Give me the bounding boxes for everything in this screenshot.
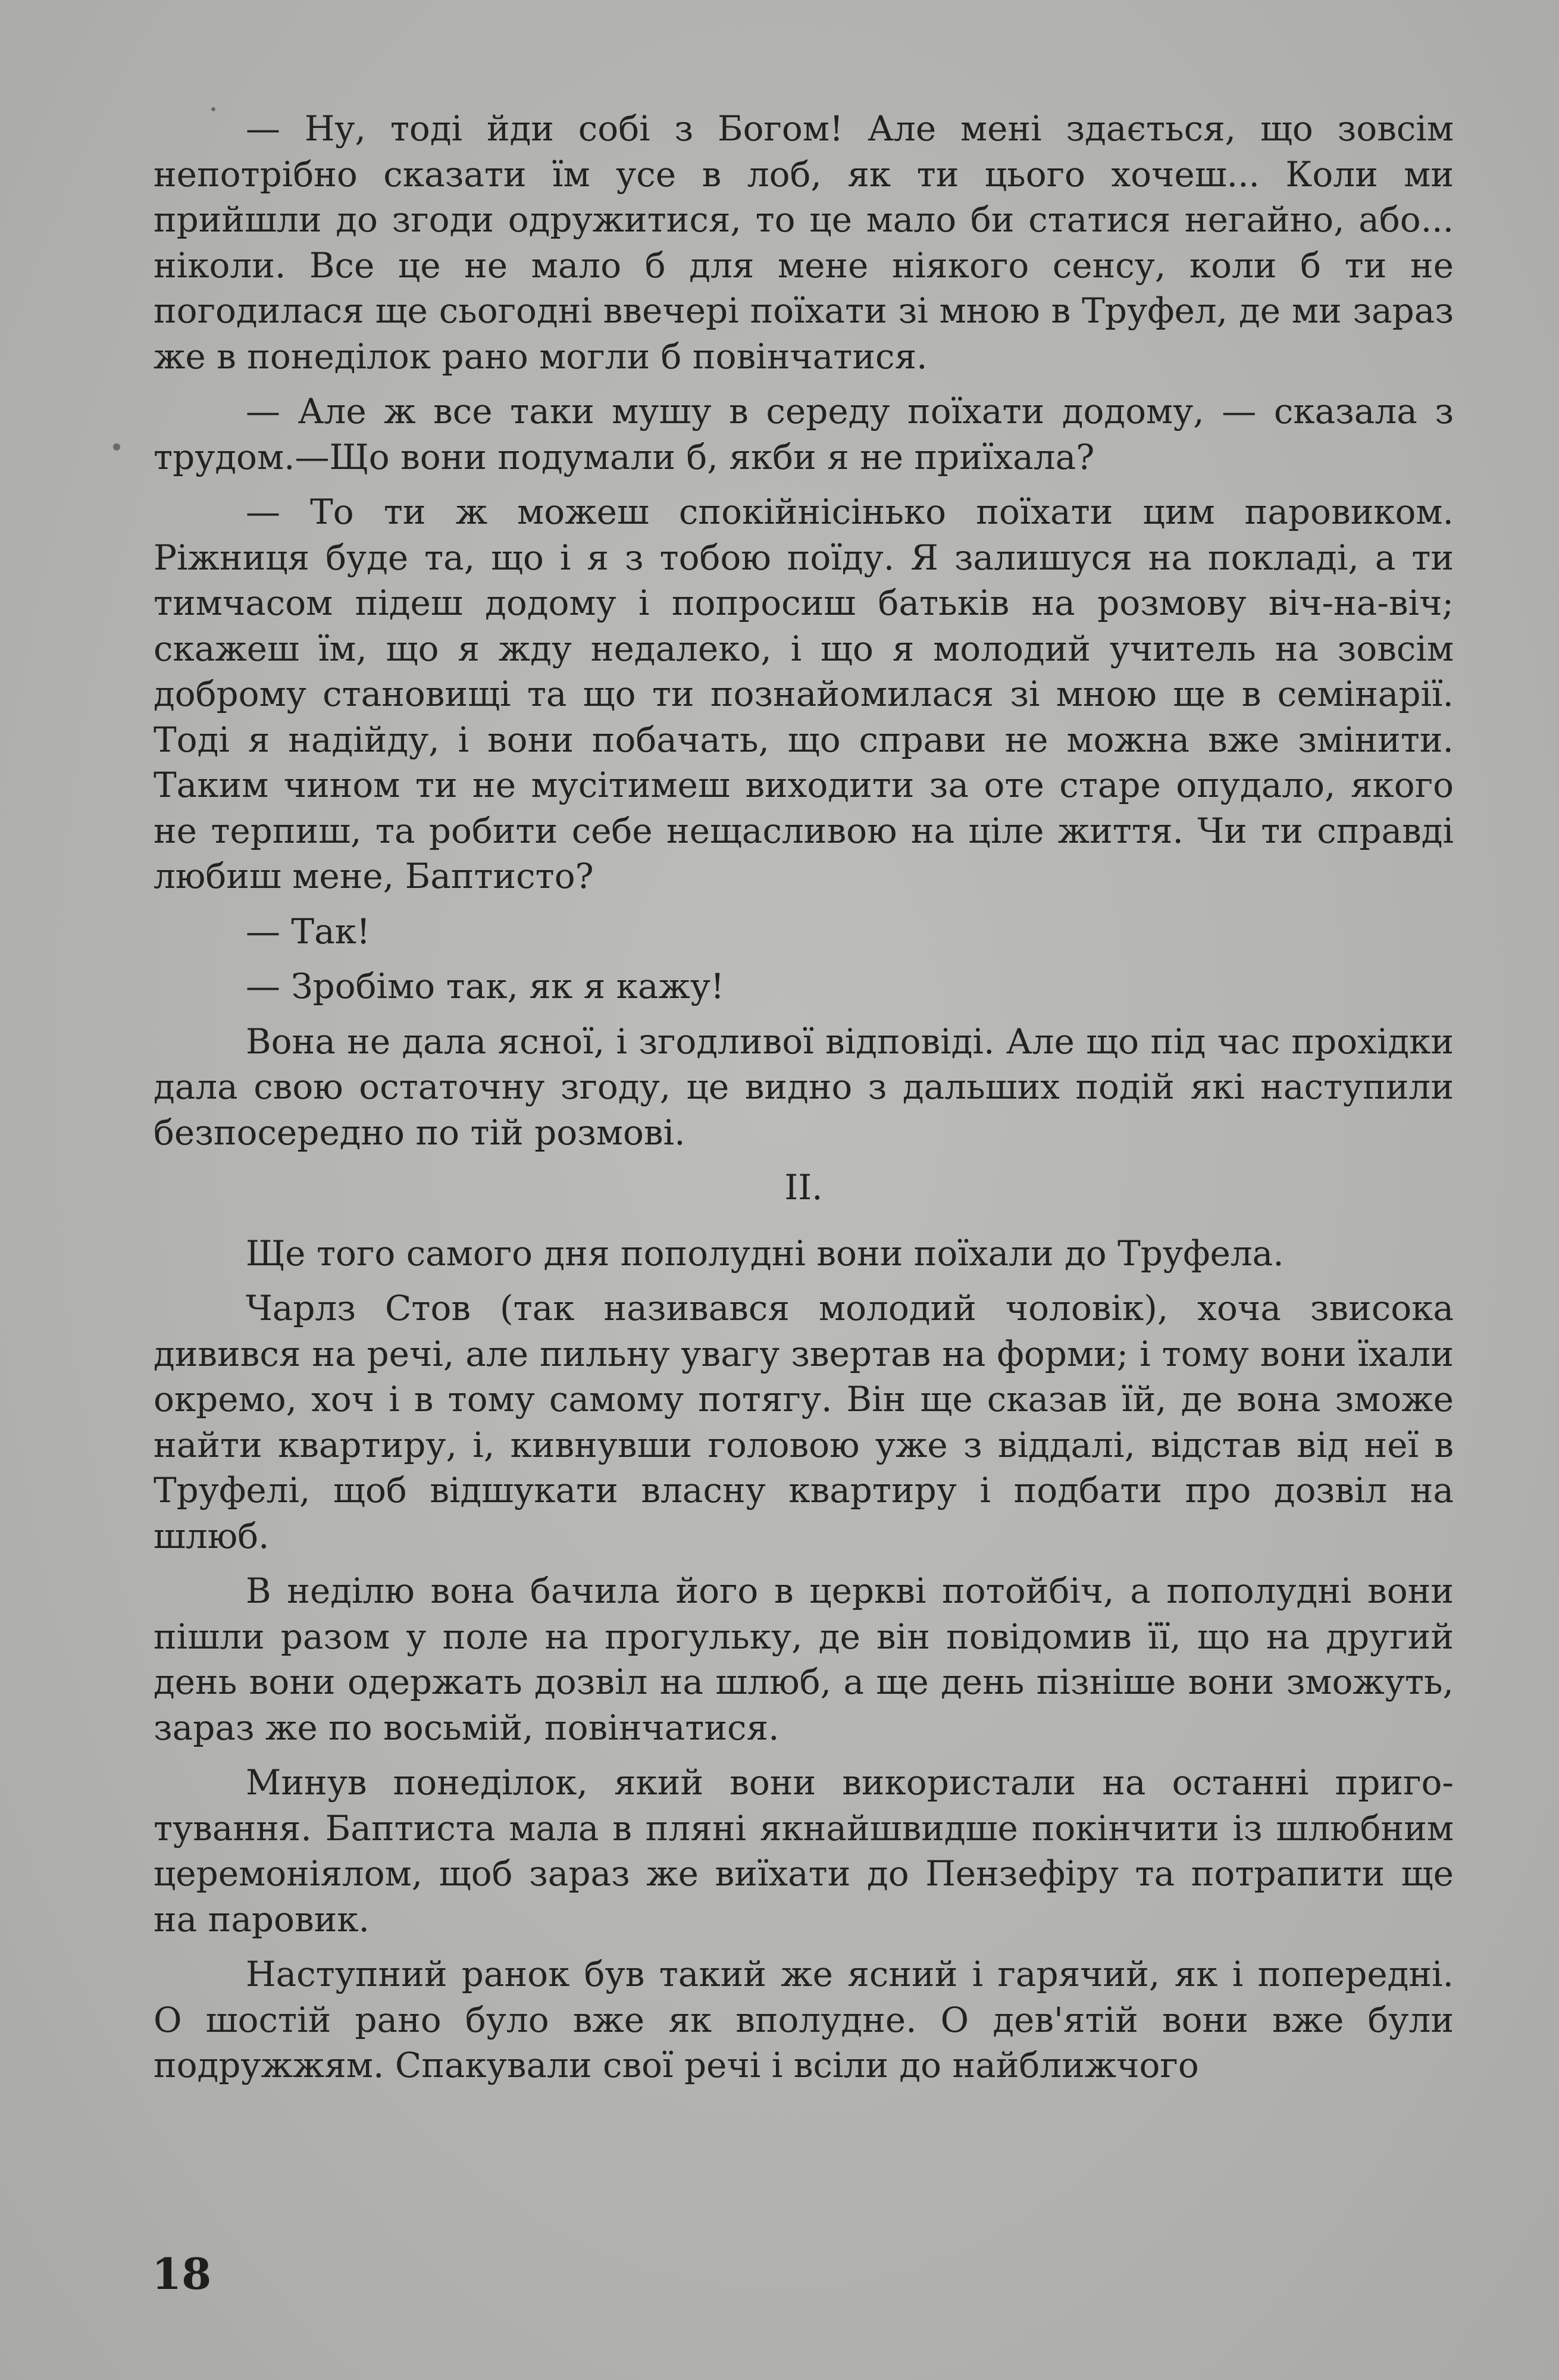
paragraph: Ще того самого дня пополудні вони поїхали до Труфела. bbox=[246, 1233, 1284, 1274]
paragraph: Вона не дала ясної, і згодливої відповіді. Але що під час прохідки дала свою остаточну згоду, це видно з дальших подій які наступили безпосередно по тій розмові. bbox=[154, 1021, 1454, 1153]
paragraph: — Так! bbox=[246, 911, 371, 952]
paragraph: — То ти ж можеш спокійнісінько поїхати цим паровиком. Ріжниця буде та, що і я з тобою поїду. Я залишуся на покладі, а ти тимчасом підеш додому і попросиш батьків на розмову віч-на-віч; скажеш їм, що я жду недалеко, і що я молодий учитель на зовсім доброму становищі та що ти познайомилася зі мною ще в семінарії. Тоді я надійду, і вони побачать, що справи не можна вже змінити. Таким чином ти не мусітимеш виходити за оте старе опудало, якого не терпиш, та робити себе нещасливою на ціле життя. Чи ти справді любиш мене, Баптисто? bbox=[154, 492, 1454, 896]
paragraph: — Ну, тоді йди собі з Богом! Але мені здається, що зовсім непотрібно сказати їм усе в лоб, як ти цього хочеш... Коли ми прийшли до згоди одружитися, то це мало би статися негайно, або... ніколи. Все це не мало б для мене ніякого сенсу, коли б ти не погодилася ще сьогодні ввечері поїхати зі мною в Труфел, де ми зараз же в понеділок рано могли б повінчатися. bbox=[154, 108, 1454, 377]
paragraph: — Але ж все таки мушу в середу поїхати додому, — сказала з трудом.—Що вони подумали б, якби я не приїхала? bbox=[154, 391, 1454, 477]
body-text bbox=[154, 106, 1454, 2098]
ink-speck bbox=[113, 443, 120, 451]
paragraph: — Зробімо так, як я кажу! bbox=[246, 966, 725, 1006]
paragraph: Минув понеділок, який вони використали на останні приготування. Баптиста мала в пляні якнайшвидше покінчити із шлюбним церемоніялом, щоб зараз же виїхати до Пензефіру та потрапити ще на паровик. bbox=[154, 1762, 1454, 1940]
paragraph: Чарлз Стов (так називався молодий чоловік), хоча звисока дивився на речі, але пильну увагу звертав на форми; і тому вони їхали окремо, хоч і в тому самому потягу. Він ще сказав їй, де вона зможе найти квартиру, і, кивнувши головою уже з віддалі, відстав від неї в Труфелі, щоб відшукати власну квартиру і подбати про дозвіл на шлюб. bbox=[154, 1288, 1454, 1556]
paragraph: В неділю вона бачила його в церкві потойбіч, а пополудні вони пішли разом у поле на прогульку, де він повідомив її, що на другий день вони одержать дозвіл на шлюб, а ще день пізніше вони зможуть, зараз же по восьмій, повінчатися. bbox=[154, 1571, 1454, 1748]
paragraph: Наступний ранок був такий же ясний і гарячий, як і попередні. О шостій рано було вже як вполудне. О дев'ятій вони вже були подружжям. Спакували свої речі і всіли до найближчого bbox=[154, 1954, 1454, 2085]
chapter-heading: II. bbox=[784, 1167, 823, 1208]
page-number: 18 bbox=[152, 2248, 212, 2299]
